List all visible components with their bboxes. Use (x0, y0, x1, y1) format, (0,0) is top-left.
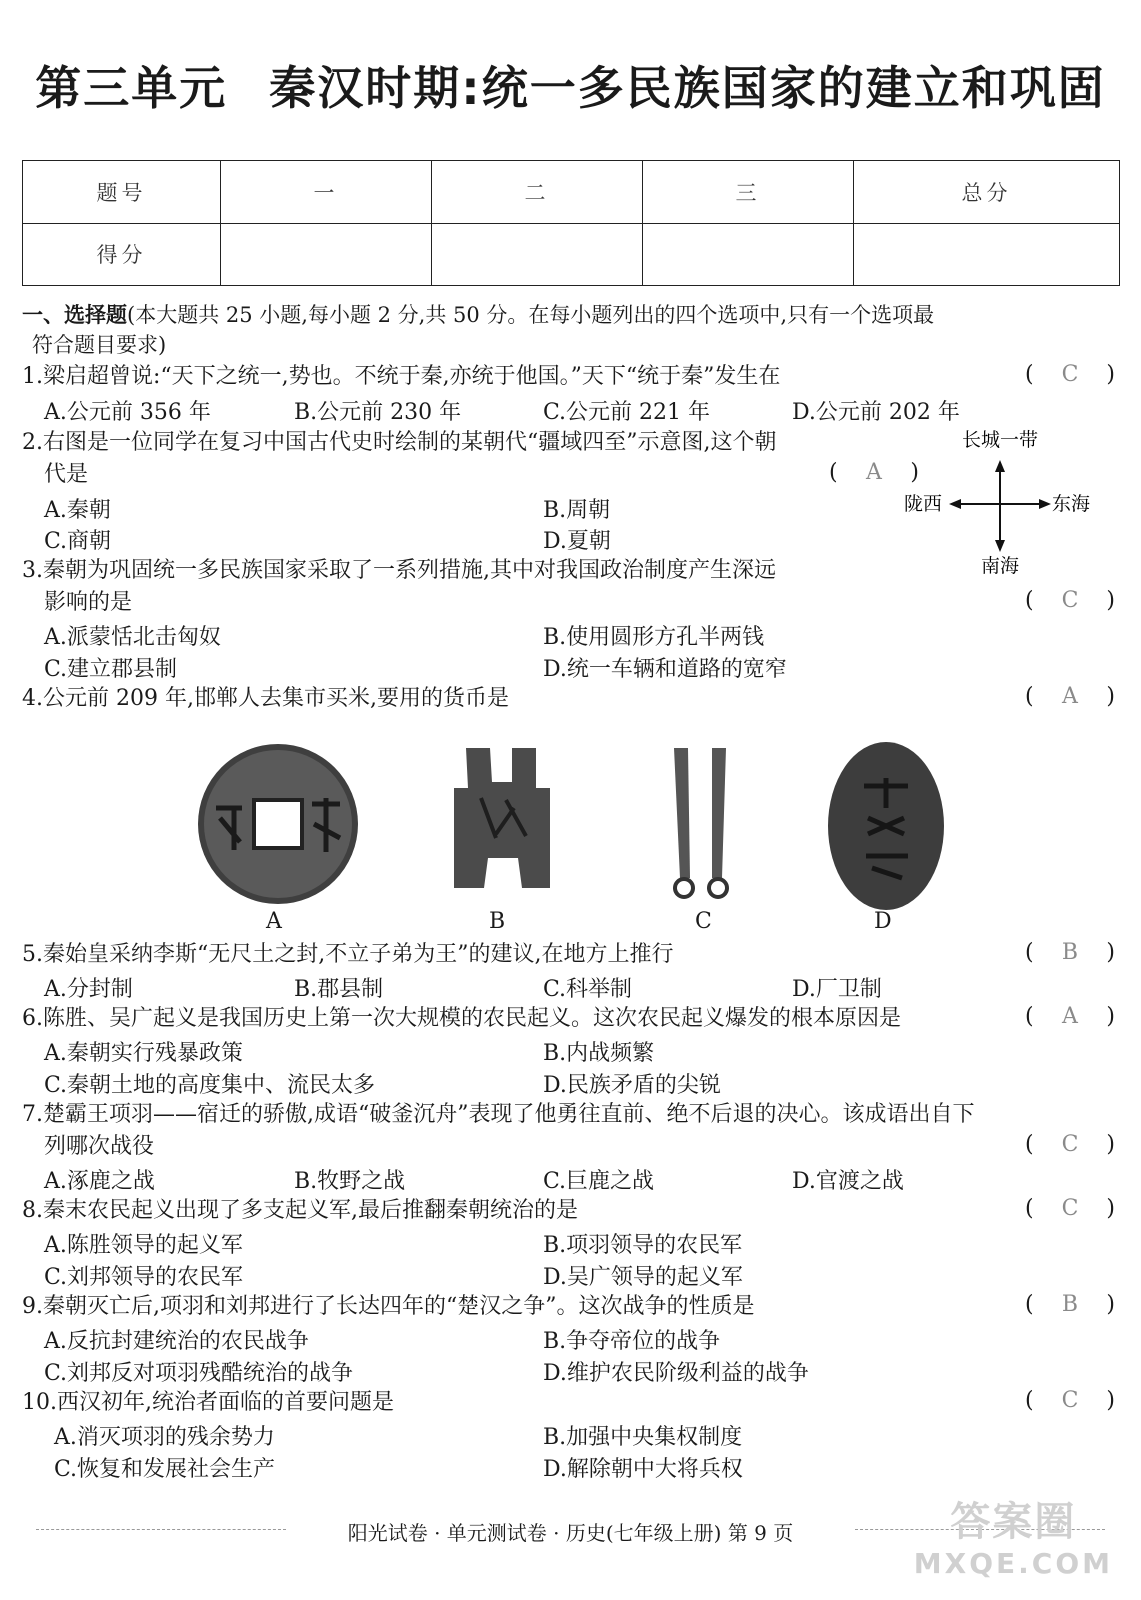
option[interactable]: B.争夺帝位的战争 (543, 1329, 721, 1354)
coin-a-banliang[interactable] (198, 744, 358, 904)
watermark-url: MXQE.COM (913, 1547, 1113, 1580)
coin-d-antnose-money[interactable] (828, 742, 944, 910)
watermark-text: 答案圈 (950, 1499, 1077, 1545)
arrow-up-icon (995, 460, 1005, 472)
compass-south: 南海 (980, 555, 1020, 577)
header-cell: 题号 (23, 161, 221, 224)
option[interactable]: A.消灭项羽的残余势力 (54, 1425, 275, 1450)
footer-text: 阳光试卷 · 单元测试卷 · 历史(七年级上册) 第 9 页 (347, 1521, 794, 1545)
unit-title: 秦汉时期:统一多民族国家的建立和巩固 (269, 61, 1106, 115)
header-cell: 总分 (854, 161, 1120, 224)
option[interactable]: A.派蒙恬北击匈奴 (44, 625, 221, 650)
option[interactable]: A.陈胜领导的起义军 (44, 1233, 243, 1258)
territory-compass-diagram (900, 424, 1110, 584)
answer-slot[interactable]: ( A ) (1025, 684, 1115, 709)
header-cell: 三 (643, 161, 854, 224)
option[interactable]: C.商朝 (44, 529, 112, 554)
answer-slot[interactable]: ( A ) (829, 460, 919, 485)
answer-slot[interactable]: ( C ) (1025, 1196, 1115, 1221)
option[interactable]: B.加强中央集权制度 (543, 1425, 743, 1450)
answer-slot[interactable]: ( B ) (1025, 1292, 1115, 1317)
score-cell[interactable] (854, 223, 1120, 286)
answer-slot[interactable]: ( A ) (1025, 1004, 1115, 1029)
option[interactable]: B.牧野之战 (294, 1169, 406, 1194)
option[interactable]: D.民族矛盾的尖锐 (543, 1073, 721, 1098)
section-heading (22, 300, 1117, 360)
option[interactable]: B.使用圆形方孔半两钱 (543, 625, 765, 650)
score-cell[interactable] (221, 223, 432, 286)
option[interactable]: C.刘邦反对项羽残酷统治的战争 (44, 1361, 354, 1386)
question-stem: 6.陈胜、吴广起义是我国历史上第一次大规模的农民起义。这次农民起义爆发的根本原因是 (22, 1006, 901, 1031)
question-stem: 9.秦朝灭亡后,项羽和刘邦进行了长达四年的“楚汉之争”。这次战争的性质是 (22, 1294, 755, 1319)
section-note-2: 符合题目要求) (32, 333, 167, 357)
question-stem: 1.梁启超曾说:“天下之统一,势也。不统于秦,亦统于他国。”天下“统于秦”发生在 (22, 364, 781, 389)
option[interactable]: C.刘邦领导的农民军 (44, 1265, 244, 1290)
answer-slot[interactable]: ( C ) (1025, 588, 1115, 613)
option[interactable]: D.夏朝 (543, 529, 611, 554)
question-stem: 8.秦末农民起义出现了多支起义军,最后推翻秦朝统治的是 (22, 1198, 578, 1223)
option[interactable]: B.周朝 (543, 498, 611, 523)
coin-label: A (266, 909, 282, 934)
answer-slot[interactable]: ( C ) (1025, 1388, 1115, 1413)
score-cell[interactable] (432, 223, 643, 286)
option[interactable]: D.维护农民阶级利益的战争 (543, 1361, 809, 1386)
option[interactable]: C.巨鹿之战 (543, 1169, 655, 1194)
compass-west: 陇西 (904, 493, 943, 515)
question-stem: 5.秦始皇采纳李斯“无尺土之封,不立子弟为王”的建议,在地方上推行 (22, 942, 674, 967)
question-stem-cont: 影响的是 (44, 590, 133, 615)
option[interactable]: A.涿鹿之战 (44, 1169, 155, 1194)
question-stem-cont: 代是 (44, 462, 89, 487)
option[interactable]: C.公元前 221 年 (543, 400, 711, 425)
option[interactable]: A.秦朝实行残暴政策 (44, 1041, 243, 1066)
section-note: (本大题共 25 小题,每小题 2 分,共 50 分。在每小题列出的四个选项中,只有一个选项最 (127, 303, 935, 327)
option[interactable]: D.公元前 202 年 (792, 400, 960, 425)
option[interactable]: C.恢复和发展社会生产 (54, 1457, 276, 1482)
coin-label: C (695, 909, 712, 934)
watermark-logo (914, 1490, 1113, 1580)
option[interactable]: A.分封制 (44, 977, 133, 1002)
option[interactable]: B.郡县制 (294, 977, 384, 1002)
coin-label: D (874, 909, 892, 934)
coin-c-knife-money[interactable] (674, 748, 727, 897)
unit-label: 第三单元 (35, 61, 228, 115)
arrow-left-icon (949, 499, 961, 509)
header-cell: 一 (221, 161, 432, 224)
option[interactable]: D.官渡之战 (792, 1169, 904, 1194)
score-table (22, 160, 1120, 286)
answer-slot[interactable]: ( C ) (1025, 362, 1115, 387)
option[interactable]: D.厂卫制 (792, 977, 882, 1002)
page-title (0, 52, 1141, 118)
coin-images (196, 738, 1026, 913)
option[interactable]: B.内战频繁 (543, 1041, 655, 1066)
option[interactable]: D.解除朝中大将兵权 (543, 1457, 743, 1482)
coin-b-spade-money[interactable] (454, 748, 550, 888)
compass-east: 东海 (1052, 493, 1091, 515)
compass-north: 长城一带 (961, 429, 1039, 451)
question-stem: 4.公元前 209 年,邯郸人去集市买米,要用的货币是 (22, 686, 509, 711)
score-cell[interactable] (643, 223, 854, 286)
option[interactable]: B.公元前 230 年 (294, 400, 462, 425)
option[interactable]: D.统一车辆和道路的宽窄 (543, 657, 787, 682)
footer-rule-left (36, 1529, 286, 1530)
question-stem: 10.西汉初年,统治者面临的首要问题是 (22, 1390, 394, 1415)
option[interactable]: B.项羽领导的农民军 (543, 1233, 743, 1258)
option[interactable]: D.吴广领导的起义军 (543, 1265, 743, 1290)
question-stem-cont: 列哪次战役 (44, 1134, 155, 1159)
header-cell: 二 (432, 161, 643, 224)
arrow-right-icon (1039, 499, 1051, 509)
arrow-down-icon (995, 540, 1005, 552)
score-row-label: 得分 (23, 223, 221, 286)
coin-label: B (489, 909, 506, 934)
section-title: 一、选择题 (22, 303, 127, 327)
answer-slot[interactable]: ( B ) (1025, 940, 1115, 965)
option[interactable]: C.科举制 (543, 977, 633, 1002)
question-stem: 3.秦朝为巩固统一多民族国家采取了一系列措施,其中对我国政治制度产生深远 (22, 558, 776, 583)
option[interactable]: C.秦朝土地的高度集中、流民太多 (44, 1073, 376, 1098)
option[interactable]: C.建立郡县制 (44, 657, 178, 682)
answer-slot[interactable]: ( C ) (1025, 1132, 1115, 1157)
option[interactable]: A.公元前 356 年 (44, 400, 211, 425)
question-stem: 2.右图是一位同学在复习中国古代史时绘制的某朝代“疆域四至”示意图,这个朝 (22, 430, 777, 455)
option[interactable]: A.反抗封建统治的农民战争 (44, 1329, 309, 1354)
option[interactable]: A.秦朝 (44, 498, 111, 523)
question-stem: 7.楚霸王项羽——宿迁的骄傲,成语“破釜沉舟”表现了他勇往直前、绝不后退的决心。该成语出自下 (22, 1102, 975, 1127)
